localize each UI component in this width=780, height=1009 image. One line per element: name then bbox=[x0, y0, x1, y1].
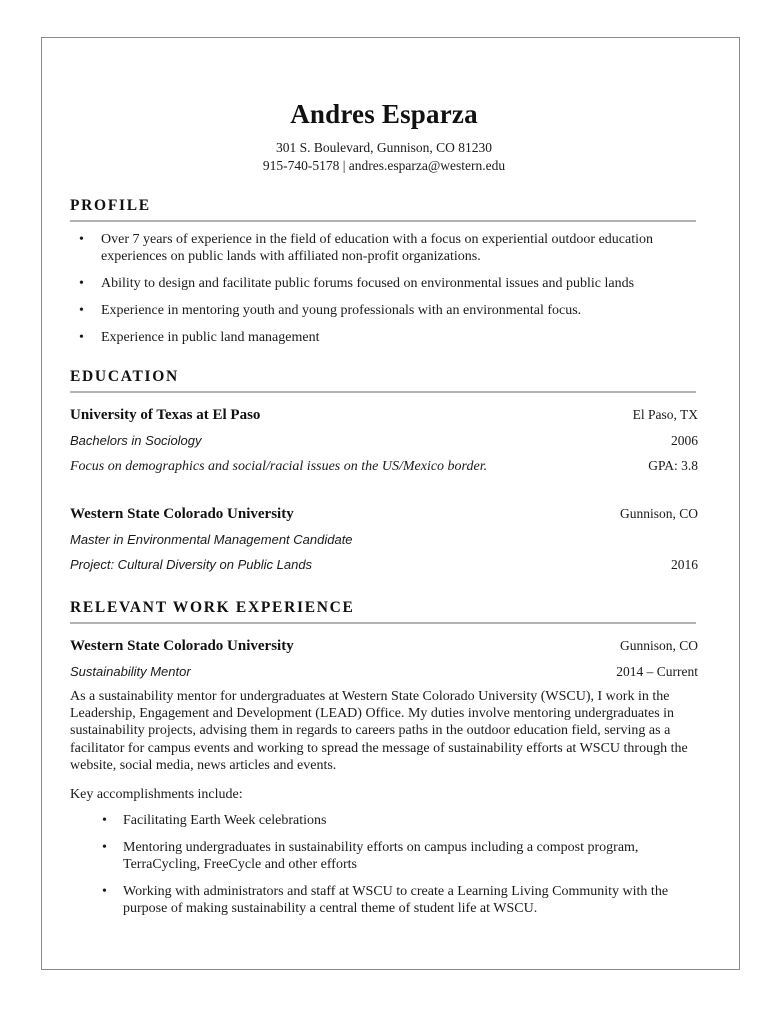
section-title-profile: PROFILE bbox=[70, 196, 151, 214]
profile-bullet-list bbox=[70, 231, 698, 346]
accomplishments-label: Key accomplishments include: bbox=[70, 787, 243, 803]
candidate-contact: 915-740-5178 | andres.esparza@western.edu bbox=[262, 157, 506, 173]
list-item bbox=[70, 231, 698, 265]
bullet-icon: • bbox=[79, 275, 84, 291]
list-item-text: Facilitating Earth Week celebrations bbox=[123, 813, 327, 829]
education-year: 2006 bbox=[671, 432, 698, 448]
resume-header bbox=[70, 38, 698, 175]
resume-content bbox=[70, 38, 698, 921]
education-degree-row bbox=[70, 527, 698, 552]
list-item-text: Over 7 years of experience in the field of education with a focus on experiential outdoor education experiences on public lands with affiliated non-profit organizations. bbox=[101, 231, 654, 264]
list-item-text: Ability to design and facilitate public forums focused on environmental issues and public lands bbox=[101, 275, 635, 291]
education-entry-header bbox=[70, 501, 698, 527]
bullet-icon: • bbox=[79, 302, 84, 318]
list-item-text: Working with administrators and staff at WSCU to create a Learning Living Community with the purpose of making sustainability a central theme of student life at WSCU. bbox=[123, 884, 669, 917]
education-detail-row bbox=[70, 453, 698, 479]
education-gpa: GPA: 3.8 bbox=[648, 457, 698, 473]
section-title-education: EDUCATION bbox=[70, 367, 179, 385]
education-degree-row bbox=[70, 428, 698, 453]
section-title-experience: RELEVANT WORK EXPERIENCE bbox=[70, 598, 355, 616]
education-degree: Bachelors in Sociology bbox=[70, 432, 202, 448]
candidate-name: Andres Esparza bbox=[290, 99, 478, 129]
section-profile bbox=[70, 197, 698, 346]
list-item bbox=[70, 329, 698, 346]
education-detail: Focus on demographics and social/racial issues on the US/Mexico border. bbox=[70, 458, 488, 474]
bullet-icon: • bbox=[102, 813, 107, 829]
list-item bbox=[70, 302, 698, 319]
education-location: El Paso, TX bbox=[632, 406, 698, 422]
bullet-icon: • bbox=[79, 231, 84, 247]
education-detail-row bbox=[70, 552, 698, 577]
list-item bbox=[70, 883, 698, 917]
experience-description: As a sustainability mentor for undergraduates at Western State Colorado University (WSCU), I work in the Leadership, Engagement and Development (LEAD) Office. My duties involve mentoring undergraduates in sustainability projects, advising them in regards to careers paths in the outdoor education field, serving as a facilitator for campus events and working to spread the message of sustainability efforts at WSCU through the website, social media, news articles and events. bbox=[70, 688, 688, 773]
list-item-text: Mentoring undergraduates in sustainability efforts on campus including a compost program, TerraCycling, FreeCycle and other efforts bbox=[123, 840, 639, 873]
experience-dates: 2014 – Current bbox=[616, 663, 698, 679]
resume-page bbox=[41, 37, 740, 970]
education-degree: Master in Environmental Management Candidate bbox=[70, 531, 353, 547]
accomplishments-list bbox=[70, 812, 698, 917]
education-detail: Project: Cultural Diversity on Public Lands bbox=[70, 556, 313, 572]
section-divider bbox=[70, 220, 696, 222]
experience-location: Gunnison, CO bbox=[619, 637, 698, 653]
section-divider bbox=[70, 391, 696, 393]
section-divider bbox=[70, 622, 696, 624]
bullet-icon: • bbox=[79, 329, 84, 345]
list-item-text: Experience in mentoring youth and young professionals with an environmental focus. bbox=[101, 302, 582, 318]
education-entry-header bbox=[70, 402, 698, 428]
list-item bbox=[70, 275, 698, 292]
list-item bbox=[70, 812, 698, 829]
candidate-address: 301 S. Boulevard, Gunnison, CO 81230 bbox=[276, 139, 492, 155]
bullet-icon: • bbox=[102, 840, 107, 856]
education-institution: University of Texas at El Paso bbox=[70, 406, 261, 423]
education-entry bbox=[70, 501, 698, 577]
bullet-icon: • bbox=[102, 884, 107, 900]
experience-entry bbox=[70, 633, 698, 917]
education-location: Gunnison, CO bbox=[619, 505, 698, 521]
experience-entry-header bbox=[70, 633, 698, 659]
section-education bbox=[70, 368, 698, 577]
list-item bbox=[70, 839, 698, 873]
education-year: 2016 bbox=[671, 556, 698, 572]
experience-role-row bbox=[70, 659, 698, 684]
education-institution: Western State Colorado University bbox=[70, 505, 294, 522]
experience-role: Sustainability Mentor bbox=[70, 663, 191, 679]
experience-employer: Western State Colorado University bbox=[70, 637, 294, 654]
section-experience bbox=[70, 599, 698, 917]
education-entry bbox=[70, 402, 698, 479]
list-item-text: Experience in public land management bbox=[101, 329, 320, 345]
